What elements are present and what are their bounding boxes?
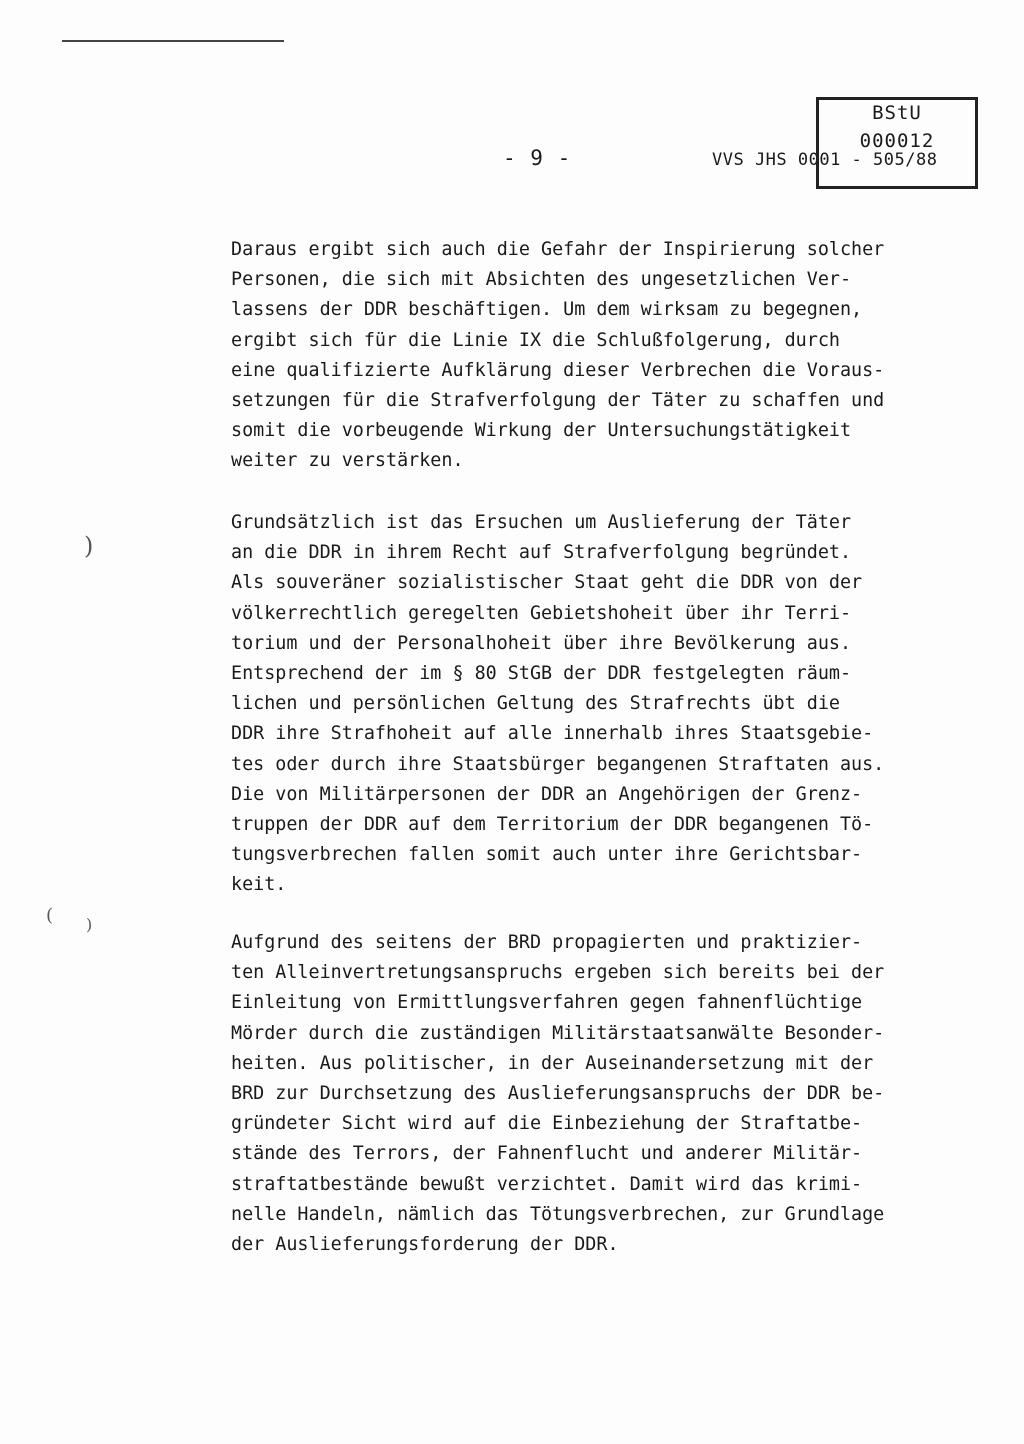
text-line: lichen und persönlichen Geltung des Strafrechts übt die	[231, 693, 840, 715]
text-line: ten Alleinvertretungsanspruchs ergeben sich bereits bei der	[231, 962, 885, 984]
text-line: setzungen für die Strafverfolgung der Täter zu schaffen und	[231, 390, 885, 412]
text-line: Als souveräner sozialistischer Staat geht die DDR von der	[231, 572, 863, 594]
text-line: straftatbestände bewußt verzichtet. Damit wird das krimi-	[231, 1173, 863, 1195]
text-line: an die DDR in ihrem Recht auf Strafverfolgung begründet.	[231, 542, 852, 564]
text-line: Mörder durch die zuständigen Militärstaatsanwälte Besonder-	[231, 1022, 885, 1044]
text-line: tungsverbrechen fallen somit auch unter ihre Gerichtsbar-	[231, 844, 863, 866]
text-line: heiten. Aus politischer, in der Auseinandersetzung mit der	[231, 1052, 874, 1074]
text-line: BRD zur Durchsetzung des Auslieferungsanspruchs der DDR be-	[231, 1083, 885, 1105]
text-line: Die von Militärpersonen der DDR an Angehörigen der Grenz-	[231, 783, 863, 805]
punch-hole-mark: (	[46, 905, 54, 926]
text-line: lassens der DDR beschäftigen. Um dem wirksam zu begegnen,	[231, 299, 863, 321]
text-line: eine qualifizierte Aufklärung dieser Verbrechen die Voraus-	[231, 359, 885, 381]
document-reference: VVS JHS 0001 - 505/88	[712, 150, 938, 170]
text-line: Grundsätzlich ist das Ersuchen um Auslieferung der Täter	[231, 512, 852, 533]
page-number: - 9 -	[503, 146, 572, 170]
text-line: weiter zu verstärken.	[231, 450, 464, 472]
text-line: ergibt sich für die Linie IX die Schlußfolgerung, durch	[231, 329, 840, 351]
text-line: Entsprechend der im § 80 StGB der DDR festgelegten räum-	[231, 663, 852, 685]
stamp-number: 000012	[859, 130, 935, 152]
paragraph	[231, 928, 971, 1260]
paragraph	[231, 508, 971, 901]
stamp-archive: BStU	[872, 102, 922, 124]
text-line: Daraus ergibt sich auch die Gefahr der Inspirierung solcher	[231, 239, 885, 260]
archive-stamp	[816, 97, 978, 189]
punch-hole-mark: )	[86, 915, 93, 934]
top-rule	[62, 40, 284, 42]
text-line: völkerrechtlich geregelten Gebietshoheit über ihr Terri-	[231, 602, 852, 624]
text-line: DDR ihre Strafhoheit auf alle innerhalb ihres Staatsgebie-	[231, 723, 874, 745]
punch-hole-mark: )	[84, 532, 94, 560]
text-line: truppen der DDR auf dem Territorium der DDR begangenen Tö-	[231, 814, 874, 836]
text-line: Aufgrund des seitens der BRD propagierten und praktizier-	[231, 932, 863, 953]
text-line: Personen, die sich mit Absichten des ungesetzlichen Ver-	[231, 269, 852, 291]
text-line: nelle Handeln, nämlich das Tötungsverbrechen, zur Grundlage	[231, 1203, 885, 1225]
text-line: der Auslieferungsforderung der DDR.	[231, 1234, 619, 1256]
text-line: stände des Terrors, der Fahnenflucht und anderer Militär-	[231, 1143, 863, 1165]
text-line: gründeter Sicht wird auf die Einbeziehung der Straftatbe-	[231, 1113, 863, 1135]
text-line: somit die vorbeugende Wirkung der Untersuchungstätigkeit	[231, 420, 852, 442]
paragraph	[231, 235, 971, 477]
text-line: tes oder durch ihre Staatsbürger begangenen Straftaten aus.	[231, 753, 885, 775]
text-line: keit.	[231, 874, 287, 896]
text-line: Einleitung von Ermittlungsverfahren gegen fahnenflüchtige	[231, 992, 863, 1014]
text-line: torium und der Personalhoheit über ihre Bevölkerung aus.	[231, 632, 852, 654]
